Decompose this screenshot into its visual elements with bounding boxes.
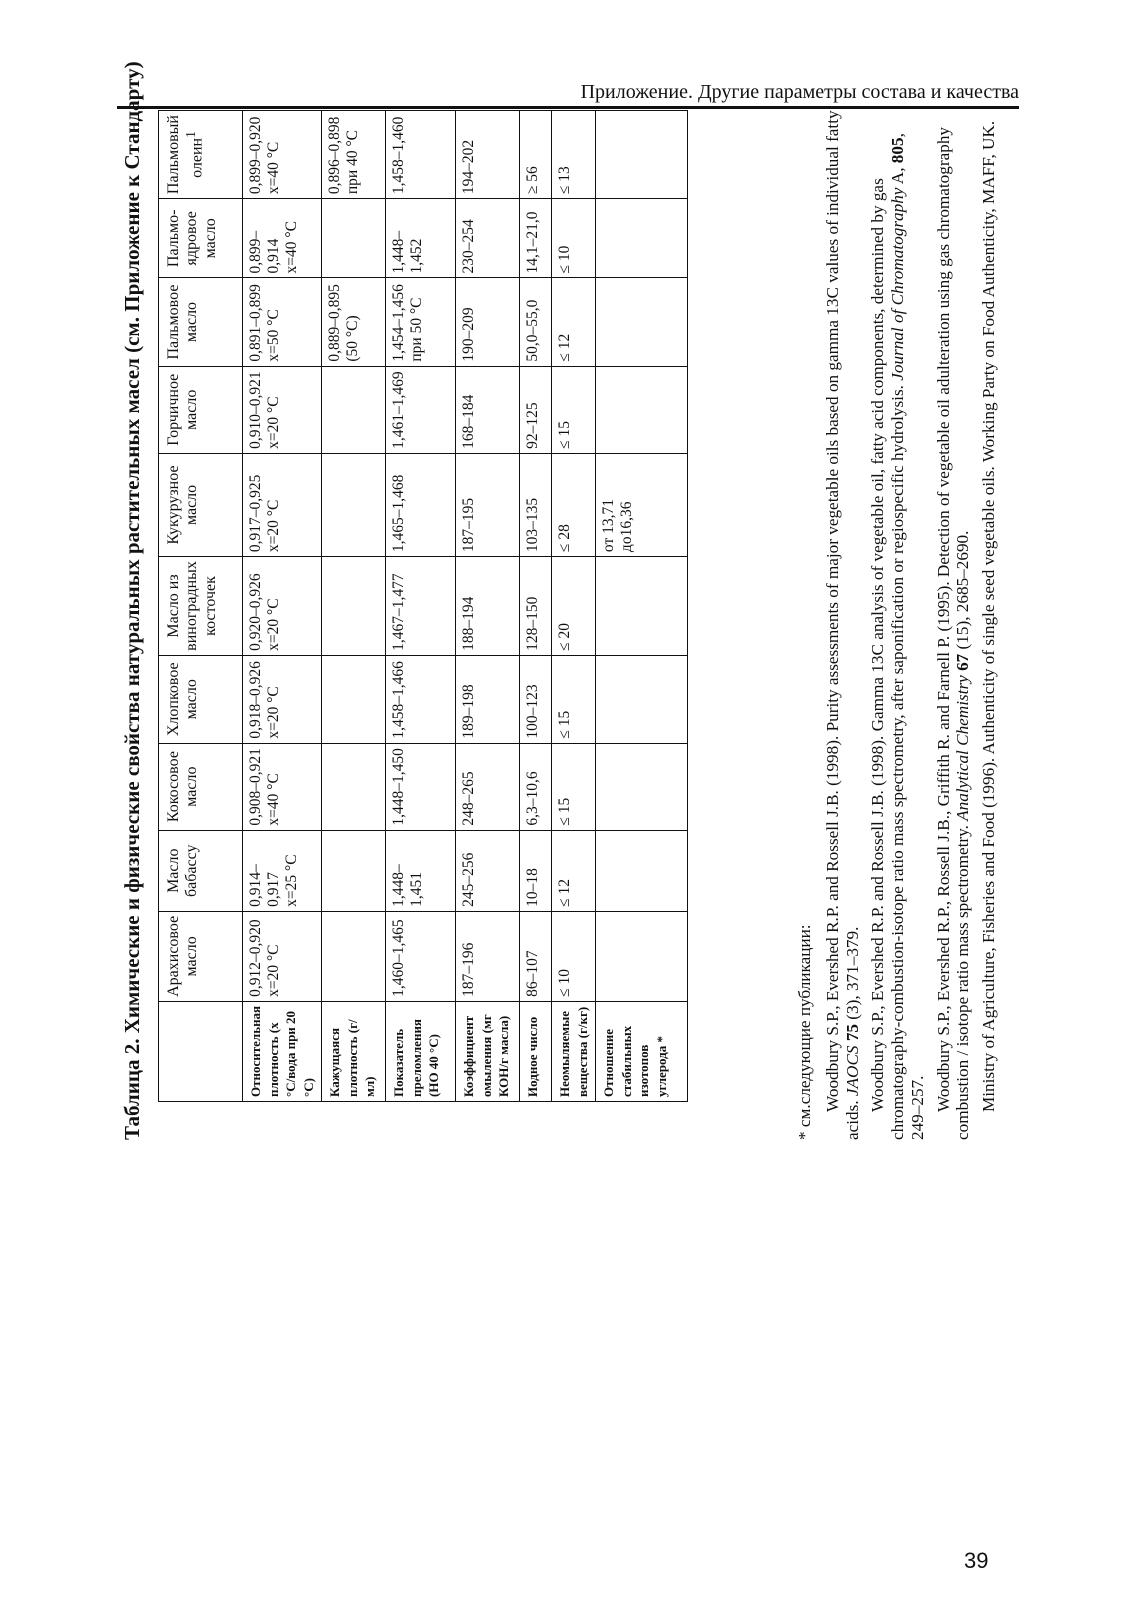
table-cell: 1,467–1,477 xyxy=(386,557,456,656)
column-header: Хлопковое масло xyxy=(159,655,243,743)
reference-rest: , 249–257. xyxy=(888,133,927,1140)
table-cell xyxy=(596,557,688,656)
table-row xyxy=(243,111,322,1102)
table-cell: 194–202 xyxy=(456,111,520,199)
table-cell: ≤ 15 xyxy=(552,655,596,743)
table-cell: 1,458–1,466 xyxy=(386,655,456,743)
page-number: 39 xyxy=(964,1548,989,1573)
reference-item xyxy=(823,110,863,1140)
reference-item xyxy=(934,110,974,1140)
properties-table xyxy=(158,110,688,1102)
reference-a: Woodbury S.P., Evershed R.P., Rossell J.B., Griffith R. and Farnell P. (1995). Detection of vegetable oil adulteration using gas chromatography combustion / isotope ratio mass spectrometry. xyxy=(933,126,973,1140)
table-cell: ≤ 15 xyxy=(552,743,596,830)
reference-a: Ministry of Agriculture, Fisheries and Food (1996). Authenticity of single seed vegetable oils. Working Party on Food Authenticity, MAFF, UK. xyxy=(979,120,999,1112)
footnote-intro: * см.следующие публикации: xyxy=(795,924,814,1140)
table-cell: ≤ 10 xyxy=(552,199,596,278)
reference-item xyxy=(979,110,999,1140)
row-header: Коэффициент омыления (мг КОН/г масла) xyxy=(456,1001,520,1101)
table-cell: 103–135 xyxy=(520,453,552,556)
table-cell: 1,448–1,452 xyxy=(386,199,456,278)
table-cell: 190–209 xyxy=(456,278,520,366)
table-cell: 0,917–0,925 x=20 °C xyxy=(243,453,322,556)
table-cell xyxy=(596,111,688,199)
table-cell: ≤ 10 xyxy=(552,911,596,1001)
row-header: Кажущаяся плотность (г/мл) xyxy=(322,1001,386,1101)
table-cell xyxy=(596,911,688,1001)
table-cell xyxy=(322,453,386,556)
table-cell: ≥ 56 xyxy=(520,111,552,199)
table-row xyxy=(520,111,552,1102)
table-cell: 0,889–0,895 (50 °C) xyxy=(322,278,386,366)
table-cell: 0,896–0,898 при 40 °C xyxy=(322,111,386,199)
table-row xyxy=(386,111,456,1102)
table-cell: 187–195 xyxy=(456,453,520,556)
column-header: Пальмовое масло xyxy=(159,278,243,366)
header-rule xyxy=(117,106,1019,109)
table-cell: 248–265 xyxy=(456,743,520,830)
row-header: Иодное число xyxy=(520,1001,552,1101)
reference-item xyxy=(868,110,927,1140)
table-cell: 128–150 xyxy=(520,557,552,656)
table-row xyxy=(596,111,688,1102)
table-cell xyxy=(596,743,688,830)
table-cell xyxy=(322,743,386,830)
table-cell xyxy=(322,655,386,743)
table-cell xyxy=(596,655,688,743)
table-cell: от 13,71 до16,36 xyxy=(596,453,688,556)
spacer xyxy=(953,671,972,675)
table-cell: 1,461–1,469 xyxy=(386,366,456,453)
table-cell xyxy=(596,278,688,366)
table-cell: ≤ 28 xyxy=(552,453,596,556)
table-cell: 6,3–10,6 xyxy=(520,743,552,830)
table-cell: 189–198 xyxy=(456,655,520,743)
table-cell: ≤ 13 xyxy=(552,111,596,199)
reference-journal: Journal of Chromatography xyxy=(888,187,908,381)
table-row xyxy=(456,111,520,1102)
spacer xyxy=(843,1041,862,1045)
table-cell: ≤ 12 xyxy=(552,830,596,911)
column-header-palm-olein xyxy=(159,111,243,199)
reference-pre-vol: A, xyxy=(888,163,908,188)
column-header: Пальмо-ядровое масло xyxy=(159,199,243,278)
table-cell: 245–256 xyxy=(456,830,520,911)
table-row xyxy=(552,111,596,1102)
table-cell: 0,899–0,914 x=40 °C xyxy=(243,199,322,278)
reference-vol: 67 xyxy=(953,653,973,671)
footnote-marker: 1 xyxy=(183,131,199,138)
column-header: Масло бабассу xyxy=(159,830,243,911)
table-cell: 0,908–0,921 x=40 °C xyxy=(243,743,322,830)
table-cell: 1,448–1,451 xyxy=(386,830,456,911)
reference-rest: (15), 2685–2690. xyxy=(953,530,973,654)
reference-list xyxy=(823,110,999,1140)
table-row xyxy=(322,111,386,1102)
table-cell xyxy=(322,830,386,911)
table-cell xyxy=(596,830,688,911)
column-header-text: Пальмовый олеин xyxy=(165,115,206,195)
table-cell: 0,899–0,920 x=40 °C xyxy=(243,111,322,199)
table-cell: 230–254 xyxy=(456,199,520,278)
running-header: Приложение. Другие параметры состава и качества xyxy=(580,81,1019,103)
table-cell xyxy=(322,557,386,656)
row-header: Отношение стабильных изотопов углерода * xyxy=(596,1001,688,1101)
reference-journal: Analytical Chemistry xyxy=(953,675,973,821)
table-cell xyxy=(596,199,688,278)
table-cell: 1,465–1,468 xyxy=(386,453,456,556)
table-cell: 1,460–1,465 xyxy=(386,911,456,1001)
table-cell: 86–107 xyxy=(520,911,552,1001)
table-header-row xyxy=(159,111,243,1102)
table-cell: 1,458–1,460 xyxy=(386,111,456,199)
table-cell: ≤ 15 xyxy=(552,366,596,453)
footnotes xyxy=(795,110,1005,1140)
reference-rest: (3), 371–379. xyxy=(842,926,862,1024)
row-header: Показатель преломления (НО 40 °C) xyxy=(386,1001,456,1101)
table-cell: 0,914–0,917 x=25 °C xyxy=(243,830,322,911)
reference-vol: 75 xyxy=(842,1023,862,1042)
table-cell: ≤ 12 xyxy=(552,278,596,366)
table-cell: 1,454–1,456 при 50 °C xyxy=(386,278,456,366)
table-cell: 100–123 xyxy=(520,655,552,743)
table-cell xyxy=(596,366,688,453)
table-cell: 188–194 xyxy=(456,557,520,656)
table-cell xyxy=(322,911,386,1001)
table-caption: Таблица 2. Химические и физические свойства натуральных растительных масел (см. Приложение к Стандарту) xyxy=(120,61,144,1140)
table-cell: 14,1–21,0 xyxy=(520,199,552,278)
column-header: Горчичное масло xyxy=(159,366,243,453)
column-header: Кокосовое масло xyxy=(159,743,243,830)
table-cell: 0,891–0,899 x=50 °C xyxy=(243,278,322,366)
table-cell: 1,448–1,450 xyxy=(386,743,456,830)
reference-journal: JAOCS xyxy=(842,1045,862,1097)
reference-vol: 805 xyxy=(888,137,908,164)
table-cell: 0,918–0,926 x=20 °C xyxy=(243,655,322,743)
row-header: Относительная плотность (x °C/вода при 20 °C) xyxy=(243,1001,322,1101)
table-cell: ≤ 20 xyxy=(552,557,596,656)
table-cell: 50,0–55,0 xyxy=(520,278,552,366)
column-header: Арахисовое масло xyxy=(159,911,243,1001)
reference-a: Woodbury S.P., Evershed R.P. and Rossell J.B. (1998). Purity assessments of major vegetable oils based on gamma 13C values of individual fatty acids. xyxy=(822,110,862,1140)
table-cell: 0,910–0,921 x=20 °C xyxy=(243,366,322,453)
reference-a: Woodbury S.P., Evershed R.P. and Rossell J.B. (1998). Gamma 13C analysis of vegetable oil, fatty acid components, determined by gas chromatography-combustion-isotope ratio mass spectrometry, after saponification or regiospecific hydrolysis. xyxy=(868,178,908,1140)
table-cell xyxy=(322,366,386,453)
corner-cell xyxy=(159,1001,243,1101)
row-header: Неомыляемые вещества (г/кг) xyxy=(552,1001,596,1101)
table-cell xyxy=(322,199,386,278)
table-cell: 0,920–0,926 x=20 °C xyxy=(243,557,322,656)
table-cell: 92–125 xyxy=(520,366,552,453)
table-cell: 0,912–0,920 x=20 °C xyxy=(243,911,322,1001)
table-cell: 187–196 xyxy=(456,911,520,1001)
table-cell: 10–18 xyxy=(520,830,552,911)
table-cell: 168–184 xyxy=(456,366,520,453)
table-body xyxy=(243,111,688,1102)
column-header: Масло из виноградных косточек xyxy=(159,557,243,656)
column-header: Кукурузное масло xyxy=(159,453,243,556)
